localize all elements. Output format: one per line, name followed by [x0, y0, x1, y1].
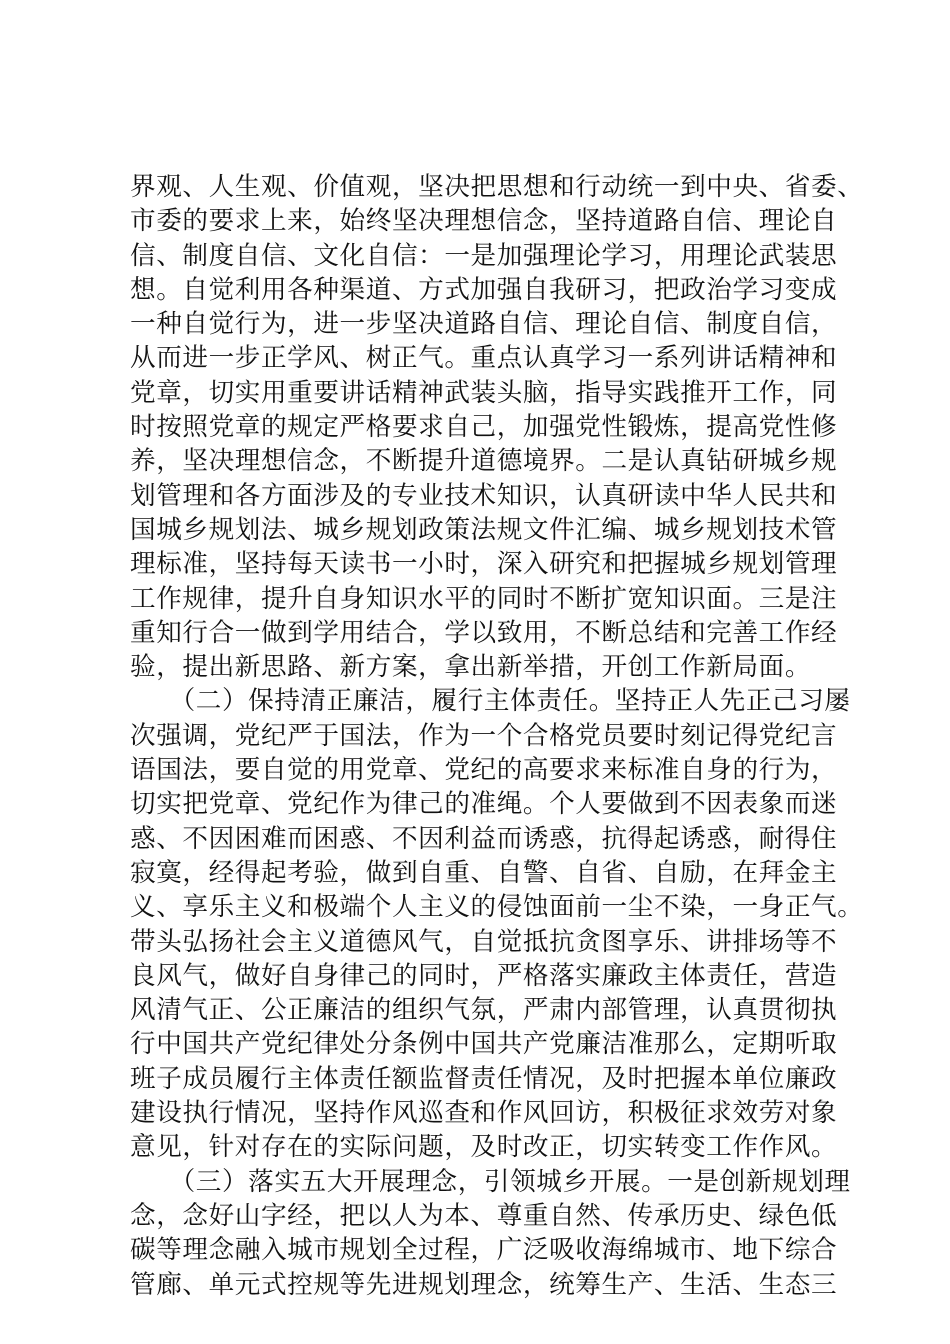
paragraph-1 — [130, 170, 864, 684]
text-line: 重知行合一做到学用结合，学以致用，不断总结和完善工作经 — [130, 617, 838, 648]
text-line: 管廊、单元式控规等先进规划理念，统筹生产、生活、生态三 — [130, 1269, 838, 1300]
text-line: 理标准，坚持每天读书一小时，深入研究和把握城乡规划管理 — [130, 549, 838, 580]
text-line: 语国法，要自觉的用党章、党纪的高要求来标准自身的行为， — [130, 755, 838, 786]
text-line: 切实把党章、党纪作为律己的准绳。个人要做到不因表象而迷 — [130, 789, 838, 820]
text-line: 风清气正、公正廉洁的组织气氛，严肃内部管理，认真贯彻执 — [130, 995, 838, 1026]
text-line: 从而进一步正学风、树正气。重点认真学习一系列讲话精神和 — [130, 343, 838, 374]
text-line: 念，念好山字经，把以人为本、尊重自然、传承历史、绿色低 — [130, 1200, 838, 1231]
text-line: 验，提出新思路、新方案，拿出新举措，开创工作新局面。 — [130, 652, 812, 683]
text-line: 想。自觉利用各种渠道、方式加强自我研习，把政治学习变成 — [130, 274, 838, 305]
text-line: 界观、人生观、价值观，坚决把思想和行动统一到中央、省委、 — [130, 172, 864, 202]
text-line: 市委的要求上来，始终坚决理想信念，坚持道路自信、理论自 — [130, 206, 838, 237]
document-body — [130, 170, 864, 1302]
text-line: 党章，切实用重要讲话精神武装头脑，指导实践推开工作，同 — [130, 377, 838, 408]
text-line: 划管理和各方面涉及的专业技术知识，认真研读中华人民共和 — [130, 480, 838, 511]
text-line: （二）保持清正廉洁，履行主体责任。坚持正人先正己习屡 — [130, 686, 851, 717]
text-line: 带头弘扬社会主义道德风气，自觉抵抗贪图享乐、讲排场等不 — [130, 926, 838, 957]
text-line: 信、制度自信、文化自信：一是加强理论学习，用理论武装思 — [130, 240, 838, 271]
text-line: 寂寞，经得起考验，做到自重、自警、自省、自励，在拜金主 — [130, 857, 838, 888]
text-line: 班子成员履行主体责任额监督责任情况，及时把握本单位廉政 — [130, 1063, 838, 1094]
text-line: 次强调，党纪严于国法，作为一个合格党员要时刻记得党纪言 — [130, 720, 838, 751]
text-line: 良风气，做好自身律己的同时，严格落实廉政主体责任，营造 — [130, 960, 838, 991]
text-line: 时按照党章的规定严格要求自己，加强党性锻炼，提高党性修 — [130, 412, 838, 443]
text-line: （三）落实五大开展理念，引领城乡开展。一是创新规划理 — [130, 1166, 851, 1197]
text-line: 养，坚决理想信念，不断提升道德境界。二是认真钻研城乡规 — [130, 446, 838, 477]
paragraph-3 — [130, 1165, 851, 1302]
text-line: 惑、不因困难而困惑、不因利益而诱惑，抗得起诱惑，耐得住 — [130, 823, 838, 854]
text-line: 一种自觉行为，进一步坚决道路自信、理论自信、制度自信， — [130, 309, 838, 340]
text-line: 建设执行情况，坚持作风巡查和作风回访，积极征求效劳对象 — [130, 1098, 838, 1129]
text-line: 行中国共产党纪律处分条例中国共产党廉洁准那么，定期听取 — [130, 1029, 838, 1060]
paragraph-2 — [130, 684, 864, 1164]
text-line: 意见，针对存在的实际问题，及时改正，切实转变工作作风。 — [130, 1132, 838, 1163]
text-line: 工作规律，提升自身知识水平的同时不断扩宽知识面。三是注 — [130, 583, 838, 614]
text-line: 义、享乐主义和极端个人主义的侵蚀面前一尘不染，一身正气。 — [130, 892, 864, 923]
text-line: 国城乡规划法、城乡规划政策法规文件汇编、城乡规划技术管 — [130, 514, 838, 545]
text-line: 碳等理念融入城市规划全过程，广泛吸收海绵城市、地下综合 — [130, 1235, 838, 1266]
